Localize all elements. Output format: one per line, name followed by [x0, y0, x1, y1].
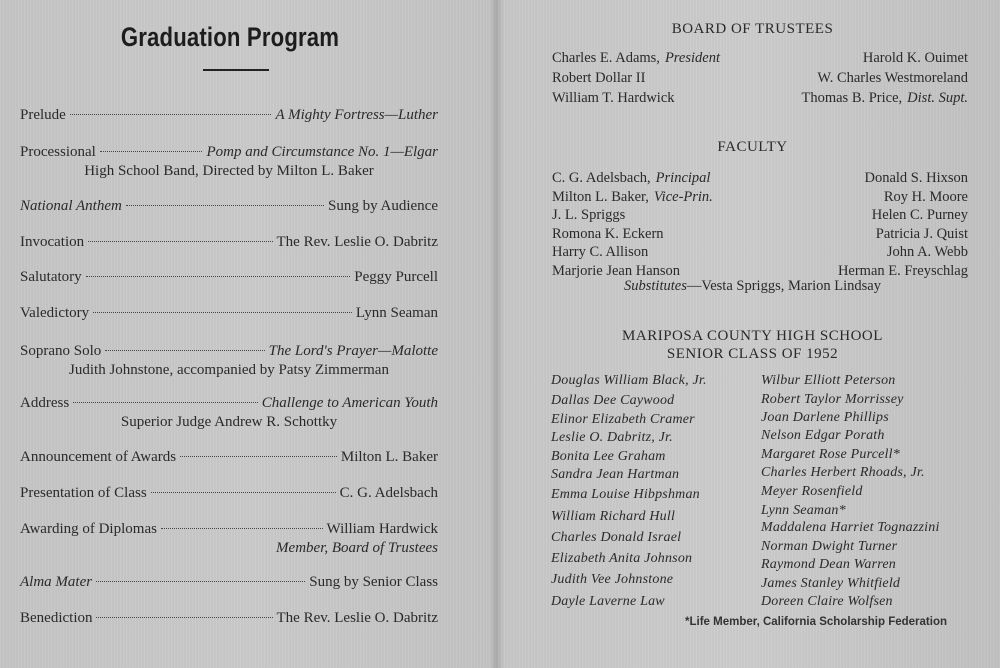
faculty-right — [876, 225, 968, 243]
senior-name: William Richard Hull — [551, 509, 676, 524]
faculty-heading: FACULTY — [717, 139, 788, 155]
senior-name: Maddalena Harriet Tognazzini — [761, 520, 940, 535]
program-item-name: Prelude — [20, 107, 66, 123]
program-item-value: Lynn Seaman — [355, 305, 438, 321]
program-item — [20, 304, 438, 323]
program-item-value: Sung by Senior Class — [309, 574, 438, 590]
program-item-name: Soprano Solo — [20, 343, 102, 359]
program-item-name: Alma Mater — [20, 574, 93, 590]
substitutes-line — [505, 278, 1000, 295]
board-row — [552, 69, 968, 87]
program-item-value: Sung by Audience — [328, 198, 438, 214]
program-item — [20, 143, 438, 181]
program-item-name: Presentation of Class — [20, 485, 147, 501]
member-name: Patricia J. Quist — [875, 225, 968, 242]
program-item-value: The Rev. Leslie O. Dabritz — [276, 234, 438, 250]
faculty-right — [884, 188, 968, 206]
faculty-right — [838, 262, 968, 280]
member-title: Vice-Prin. — [653, 188, 713, 205]
program-item-value: Milton L. Baker — [340, 449, 438, 465]
program-item-value: William Hardwick — [326, 521, 438, 537]
senior-name: Norman Dwight Turner — [761, 539, 898, 554]
program-item-value: Challenge to American Youth — [261, 395, 438, 411]
senior-name: Margaret Rose Purcell* — [761, 447, 900, 462]
dot-leader — [126, 205, 324, 206]
senior-name: Lynn Seaman* — [761, 503, 846, 518]
board-heading: BOARD OF TRUSTEES — [671, 21, 834, 37]
faculty-left — [552, 169, 710, 187]
program-item-name: Address — [20, 395, 70, 411]
dot-leader — [70, 114, 272, 115]
program-item — [20, 448, 438, 467]
board-left — [552, 49, 720, 67]
footnote: *Life Member, California Scholarship Federation — [685, 616, 948, 628]
program-item-name: Valedictory — [20, 305, 90, 321]
program-title: Graduation Program — [120, 22, 340, 52]
program-item-value: Pomp and Circumstance No. 1—Elgar — [206, 144, 438, 160]
faculty-right — [887, 243, 968, 261]
member-name: W. Charles Westmoreland — [817, 70, 968, 86]
board-left — [552, 69, 645, 87]
board-row — [552, 49, 968, 67]
faculty-row — [552, 206, 968, 224]
senior-name: Charles Herbert Rhoads, Jr. — [761, 465, 925, 480]
senior-name: Meyer Rosenfield — [761, 484, 863, 499]
title-rule — [203, 69, 269, 71]
board-right — [817, 69, 968, 87]
left-page — [0, 0, 490, 668]
program-item-name: Announcement of Awards — [20, 449, 177, 465]
program-item — [20, 609, 438, 628]
member-title: Principal — [655, 170, 711, 186]
faculty-row — [552, 262, 968, 280]
program-item-name: Invocation — [20, 234, 85, 250]
member-name: Harry C. Allison — [552, 244, 649, 260]
faculty-row — [552, 169, 968, 187]
senior-name: Dayle Laverne Law — [551, 594, 665, 609]
faculty-left — [552, 243, 648, 261]
faculty-right — [872, 206, 968, 224]
faculty-left — [552, 262, 680, 280]
program-item-name: Processional — [20, 144, 96, 160]
member-name: Herman E. Freyschlag — [837, 262, 968, 279]
dot-leader — [88, 241, 272, 242]
senior-name: Bonita Lee Graham — [551, 449, 666, 464]
dot-leader — [96, 581, 305, 582]
member-name: Donald S. Hixson — [864, 170, 968, 186]
member-name: Robert Dollar II — [552, 70, 646, 86]
board-left — [552, 89, 675, 107]
program-item-value: C. G. Adelsbach — [339, 485, 438, 501]
senior-name: Dallas Dee Caywood — [551, 393, 675, 408]
senior-name: Wilbur Elliott Peterson — [761, 373, 896, 388]
faculty-left — [552, 206, 625, 224]
senior-name: Robert Taylor Morrissey — [761, 392, 904, 407]
senior-name: James Stanley Whitfield — [761, 576, 901, 591]
senior-name: Elinor Elizabeth Cramer — [551, 412, 695, 427]
senior-name: Douglas William Black, Jr. — [551, 373, 707, 388]
program-item — [20, 520, 438, 558]
member-name: Harold K. Ouimet — [862, 50, 968, 66]
dot-leader — [73, 402, 258, 403]
faculty-left — [552, 188, 713, 206]
faculty-left — [552, 225, 664, 243]
program-item-value: Peggy Purcell — [354, 269, 438, 285]
faculty-row — [552, 243, 968, 261]
member-name: C. G. Adelsbach, — [552, 170, 651, 186]
dot-leader — [151, 492, 336, 493]
program-item — [20, 268, 438, 287]
senior-name: Charles Donald Israel — [551, 530, 682, 545]
dot-leader — [105, 350, 264, 351]
dot-leader — [86, 276, 351, 277]
program-item — [20, 394, 438, 432]
class-heading-year: SENIOR CLASS OF 1952 — [666, 346, 839, 362]
senior-name: Nelson Edgar Porath — [761, 428, 885, 443]
faculty-right — [864, 169, 968, 187]
member-name: Helen C. Purney — [871, 207, 968, 223]
member-title: President — [664, 50, 720, 66]
member-name: Milton L. Baker, — [552, 188, 649, 205]
board-right — [801, 89, 968, 107]
dot-leader — [180, 456, 337, 457]
substitutes-names: —Vesta Spriggs, Marion Lindsay — [686, 278, 881, 294]
program-item-performer: Judith Johnstone, accompanied by Patsy Zimmerman — [69, 362, 389, 378]
dot-leader — [96, 617, 272, 618]
right-page — [505, 0, 1000, 668]
program-item-value: A Mighty Fortress—Luther — [275, 107, 438, 123]
faculty-row — [552, 225, 968, 243]
senior-name: Doreen Claire Wolfsen — [761, 594, 893, 609]
dot-leader — [100, 151, 203, 152]
senior-name: Sandra Jean Hartman — [551, 467, 680, 482]
senior-name: Leslie O. Dabritz, Jr. — [551, 430, 673, 445]
member-name: Romona K. Eckern — [552, 225, 664, 242]
member-name: John A. Webb — [886, 244, 968, 260]
senior-name: Emma Louise Hibpshman — [551, 487, 700, 502]
member-name: William T. Hardwick — [552, 90, 675, 106]
substitutes-label: Substitutes — [624, 278, 687, 294]
program-item — [20, 197, 438, 216]
senior-name: Judith Vee Johnstone — [551, 572, 674, 587]
class-heading-school: MARIPOSA COUNTY HIGH SCHOOL — [622, 328, 883, 344]
program-item-name: National Anthem — [20, 198, 122, 214]
senior-name: Joan Darlene Phillips — [761, 410, 889, 425]
member-name: Charles E. Adams, — [552, 50, 660, 66]
program-item-performer: Superior Judge Andrew R. Schottky — [120, 414, 338, 430]
program-item-value: The Rev. Leslie O. Dabritz — [276, 610, 438, 626]
faculty-row — [552, 188, 968, 206]
program-item — [20, 106, 438, 125]
member-name: Marjorie Jean Hanson — [552, 262, 681, 279]
program-item-name: Awarding of Diplomas — [20, 521, 157, 537]
member-name: Thomas B. Price, — [801, 90, 903, 106]
program-item — [20, 233, 438, 252]
program-item — [20, 342, 438, 380]
board-row — [552, 89, 968, 107]
member-name: J. L. Spriggs — [552, 207, 626, 223]
program-item — [20, 573, 438, 592]
member-name: Roy H. Moore — [883, 188, 968, 205]
program-item-performer: High School Band, Directed by Milton L. Baker — [84, 163, 374, 179]
member-title: Dist. Supt. — [907, 90, 968, 106]
dot-leader — [161, 528, 323, 529]
program-item-note: Member, Board of Trustees — [276, 540, 438, 556]
board-right — [863, 49, 968, 67]
program-item-name: Salutatory — [20, 269, 82, 285]
senior-name: Elizabeth Anita Johnson — [551, 551, 693, 566]
program-item-name: Benediction — [20, 610, 93, 626]
dot-leader — [93, 312, 352, 313]
program-item — [20, 484, 438, 503]
senior-name: Raymond Dean Warren — [761, 557, 896, 572]
program-item-value: The Lord's Prayer—Malotte — [268, 343, 438, 359]
